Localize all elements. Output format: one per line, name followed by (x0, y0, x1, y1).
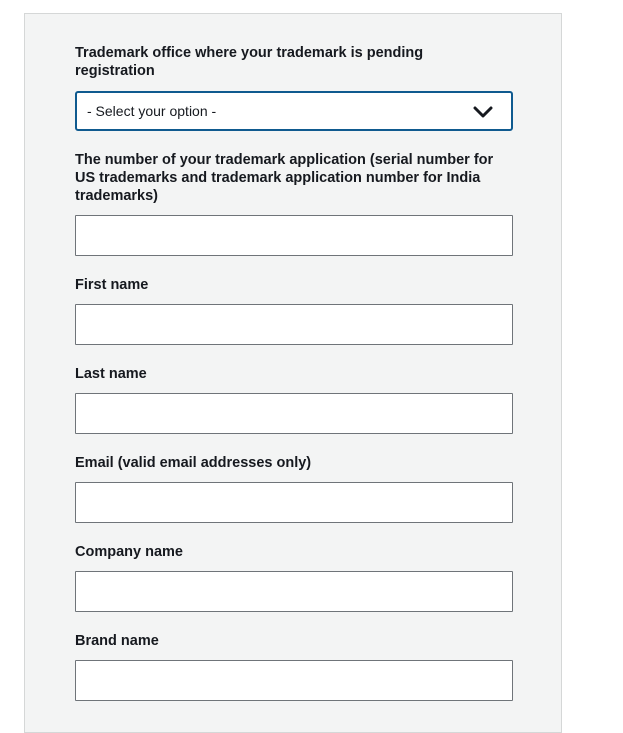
last-name-field (75, 365, 513, 383)
brand-name-label: Brand name (75, 633, 159, 649)
email-label: Email (valid email addresses only) (75, 455, 312, 471)
company-name-field (75, 543, 513, 561)
application-number-label: The number of your trademark application (serial number for US trademarks and trademark application number for India trademarks) (75, 152, 494, 204)
office-select[interactable] (75, 91, 513, 131)
company-name-label: Company name (75, 544, 183, 560)
first-name-label: First name (75, 277, 149, 293)
application-number-input[interactable] (75, 215, 513, 256)
form-panel (24, 13, 562, 733)
email-input[interactable] (75, 482, 513, 523)
chevron-down-icon (473, 102, 493, 122)
first-name-field (75, 276, 513, 294)
application-number-field (75, 151, 513, 205)
last-name-label: Last name (75, 366, 147, 382)
office-field (75, 44, 513, 119)
last-name-input[interactable] (75, 393, 513, 434)
brand-name-field (75, 632, 513, 650)
email-field (75, 454, 513, 472)
office-select-value: - Select your option - (87, 103, 217, 119)
brand-name-input[interactable] (75, 660, 513, 701)
first-name-input[interactable] (75, 304, 513, 345)
company-name-input[interactable] (75, 571, 513, 612)
office-label: Trademark office where your trademark is pending registration (75, 45, 424, 79)
